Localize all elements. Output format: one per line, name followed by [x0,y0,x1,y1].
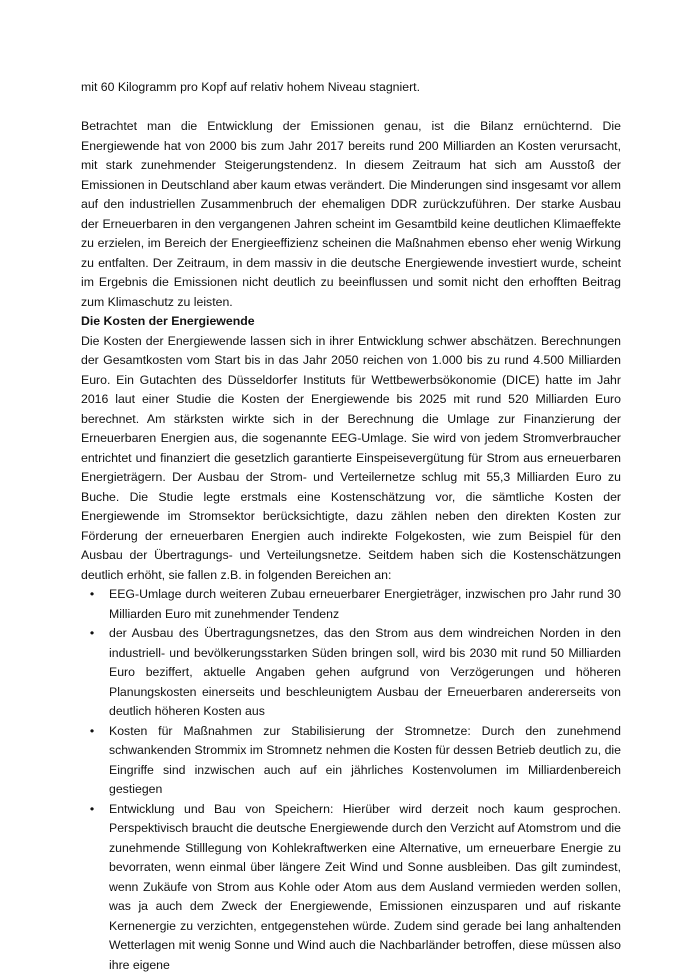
bullet-icon: • [81,585,103,605]
intro-line: mit 60 Kilogramm pro Kopf auf relativ hohem Niveau stagniert. [81,78,621,98]
list-item-text: Kosten für Maßnahmen zur Stabilisierung der Stromnetze: Durch den zunehmend schwankenden Strommix im Stromnetz nehmen die Kosten für dessen Betrieb deutlich zu, die Eingriffe sind inzwischen auch auf ein jährliches Kostenvolumen im Milliardenbereich gestiegen [109,722,621,800]
list-item-text: der Ausbau des Übertragungsnetzes, das den Strom aus dem windreichen Norden in den industriell- und bevölkerungsstarken Süden bringen soll, wird bis 2030 mit rund 50 Milliarden Euro beziffert, aktuelle Angaben gehen aufgrund von Verzögerungen und höheren Planungskosten einerseits und beschleunigtem Ausbau der Erneuerbaren andererseits von deutlich höheren Kosten aus [109,624,621,722]
list-item-text: Entwicklung und Bau von Speichern: Hierüber wird derzeit noch kaum gesprochen. Perspektivisch braucht die deutsche Energiewende durch den Verzicht auf Atomstrom und die zunehmende Stilllegung von Kohlekraftwerken eine Alternative, um erneuerbare Energie zu bevorraten, wenn einmal über längere Zeit Wind und Sonne ausbleiben. Das gilt zumindest, wenn Zukäufe von Strom aus Kohle oder Atom aus dem Ausland vermieden werden sollen, was ja auch dem Zweck der Energiewende, Emissionen einzusparen und auf riskante Kernenergie zu verzichten, entgegenstehen würde. Zudem sind gerade bei lang anhaltenden Wetterlagen mit wenig Sonne und Wind auch die Nachbarländer betroffen, diese müssen also ihre eigene [109,800,621,975]
list-item [81,585,621,624]
paragraph-emissions: Betrachtet man die Entwicklung der Emissionen genau, ist die Bilanz ernüchternd. Die Energiewende hat von 2000 bis zum Jahr 2017 bereits rund 200 Milliarden an Kosten verursacht, mit stark zunehmender Steigerungstendenz. In diesem Zeitraum hat sich am Ausstoß der Emissionen in Deutschland aber kaum etwas verändert. Die Minderungen sind insgesamt vor allem auf den industriellen Zusammenbruch der ehemaligen DDR zurückzuführen. Der starke Ausbau der Erneuerbaren in den vergangenen Jahren scheint im Gesamtbild keine deutlichen Klimaeffekte zu erzielen, im Bereich der Energieeffizienz scheinen die Maßnahmen ebenso eher wenig Wirkung zu entfalten. Der Zeitraum, in dem massiv in die deutsche Energiewende investiert wurde, scheint im Ergebnis die Emissionen nicht deutlich zu beeinflussen und somit nicht den erhofften Beitrag zum Klimaschutz zu leisten. [81,117,621,312]
list-item-text: EEG-Umlage durch weiteren Zubau erneuerbarer Energieträger, inzwischen pro Jahr rund 30 Milliarden Euro mit zunehmender Tendenz [109,585,621,624]
bullet-icon: • [81,722,103,742]
section-heading: Die Kosten der Energiewende [81,312,621,332]
list-item [81,800,621,975]
list-item [81,624,621,722]
list-item [81,722,621,800]
cost-bullet-list [81,585,621,975]
bullet-icon: • [81,800,103,820]
document-page [81,78,621,975]
paragraph-costs: Die Kosten der Energiewende lassen sich in ihrer Entwicklung schwer abschätzen. Berechnungen der Gesamtkosten vom Start bis in das Jahr 2050 reichen von 1.000 bis zu rund 4.500 Milliarden Euro. Ein Gutachten des Düsseldorfer Instituts für Wettbewerbsökonomie (DICE) hatte im Jahr 2016 laut einer Studie die Kosten der Energiewende bis 2025 mit rund 520 Milliarden Euro berechnet. Am stärksten wirkte sich in der Berechnung die Umlage zur Finanzierung der Erneuerbaren Energien aus, die sogenannte EEG-Umlage. Sie wird von jedem Stromverbraucher entrichtet und finanziert die gesetzlich garantierte Einspeisevergütung für Strom aus erneuerbaren Energieträgern. Der Ausbau der Strom- und Verteilernetze schlug mit 55,3 Milliarden Euro zu Buche. Die Studie legte erstmals eine Kostenschätzung vor, die sämtliche Kosten der Energiewende im Stromsektor berücksichtigte, dazu zählen neben den direkten Kosten zur Förderung der erneuerbaren Energien auch indirekte Folgekosten, wie zum Beispiel für den Ausbau der Übertragungs- und Verteilungsnetze. Seitdem haben sich die Kostenschätzungen deutlich erhöht, sie fallen z.B. in folgenden Bereichen an: [81,332,621,586]
bullet-icon: • [81,624,103,644]
